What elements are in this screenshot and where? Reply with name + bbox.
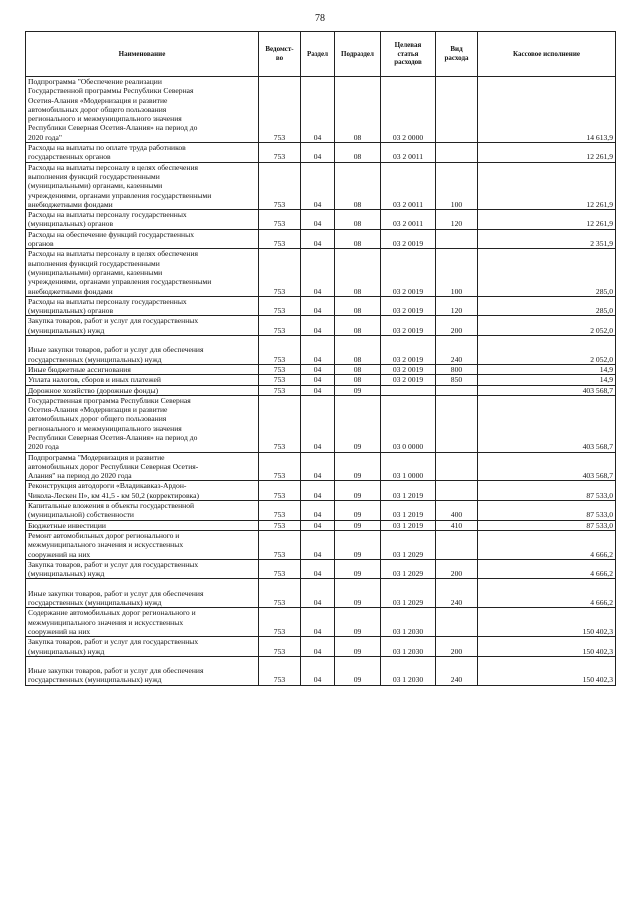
department-cell: 753	[259, 364, 301, 374]
table-row	[26, 210, 616, 230]
expense-type-cell: 200	[436, 316, 478, 336]
expense-type-cell: 240	[436, 656, 478, 685]
section-cell: 04	[301, 336, 335, 365]
department-cell: 753	[259, 395, 301, 452]
department-cell: 753	[259, 336, 301, 365]
amount-cell: 14 613,9	[478, 77, 616, 143]
target-article-cell	[381, 385, 436, 395]
subsection-cell: 09	[335, 530, 381, 559]
department-cell: 753	[259, 452, 301, 481]
section-cell: 04	[301, 229, 335, 249]
header-target-article: Целевая статья расходов	[381, 32, 436, 77]
header-expense-type: Вид расхода	[436, 32, 478, 77]
subsection-cell: 09	[335, 481, 381, 501]
amount-cell: 2 052,0	[478, 316, 616, 336]
name-cell: Закупка товаров, работ и услуг для государственных (муниципальных) нужд	[26, 637, 259, 657]
table-row	[26, 296, 616, 316]
section-cell: 04	[301, 656, 335, 685]
expense-type-cell	[436, 143, 478, 163]
table-row	[26, 579, 616, 608]
department-cell: 753	[259, 296, 301, 316]
target-article-cell: 03 1 2019	[381, 520, 436, 530]
target-article-cell: 03 2 0019	[381, 316, 436, 336]
department-cell: 753	[259, 481, 301, 501]
name-cell: Подпрограмма "Обеспечение реализации Государственной программы Республики Северная Осетия-Алания «Модернизация и развитие автомобильных дорог общего пользования регионального и межмуниципального значения Республики Северная Осетия-Алания» на период до 2020 года"	[26, 77, 259, 143]
target-article-cell: 03 2 0011	[381, 210, 436, 230]
subsection-cell: 08	[335, 316, 381, 336]
target-article-cell: 03 1 2030	[381, 608, 436, 637]
subsection-cell: 09	[335, 501, 381, 521]
department-cell: 753	[259, 143, 301, 163]
target-article-cell: 03 1 2030	[381, 637, 436, 657]
amount-cell: 150 402,3	[478, 637, 616, 657]
target-article-cell: 03 2 0019	[381, 336, 436, 365]
name-cell: Расходы на выплаты персоналу государственных (муниципальных) органов	[26, 210, 259, 230]
header-cash-execution: Кассовое исполнение	[478, 32, 616, 77]
expense-type-cell	[436, 481, 478, 501]
target-article-cell: 03 2 0019	[381, 364, 436, 374]
amount-cell: 12 261,9	[478, 210, 616, 230]
target-article-cell: 03 2 0019	[381, 229, 436, 249]
expense-type-cell: 240	[436, 336, 478, 365]
expense-type-cell	[436, 229, 478, 249]
department-cell: 753	[259, 637, 301, 657]
section-cell: 04	[301, 481, 335, 501]
amount-cell: 403 568,7	[478, 395, 616, 452]
table-body	[26, 77, 616, 686]
target-article-cell: 03 2 0019	[381, 375, 436, 385]
name-cell: Реконструкция автодороги «Владикавказ-Ардон- Чикола-Лескен II», км 41,5 - км 50,2 (корректировка)	[26, 481, 259, 501]
amount-cell: 87 533,0	[478, 520, 616, 530]
section-cell: 04	[301, 162, 335, 209]
name-cell: Иные бюджетные ассигнования	[26, 364, 259, 374]
table-row	[26, 336, 616, 365]
table-row	[26, 316, 616, 336]
table-row	[26, 375, 616, 385]
name-cell: Закупка товаров, работ и услуг для государственных (муниципальных) нужд	[26, 316, 259, 336]
department-cell: 753	[259, 608, 301, 637]
department-cell: 753	[259, 559, 301, 579]
expense-type-cell	[436, 385, 478, 395]
amount-cell: 2 052,0	[478, 336, 616, 365]
amount-cell: 14,9	[478, 364, 616, 374]
table-row	[26, 77, 616, 143]
name-cell: Расходы на выплаты персоналу в целях обеспечения выполнения функций государственными (муниципальными) органами, казенными учреждениями, органами управления государственными внебюджетными фондами	[26, 249, 259, 296]
expense-type-cell: 200	[436, 559, 478, 579]
name-cell: Закупка товаров, работ и услуг для государственных (муниципальных) нужд	[26, 559, 259, 579]
section-cell: 04	[301, 296, 335, 316]
section-cell: 04	[301, 395, 335, 452]
section-cell: 04	[301, 452, 335, 481]
target-article-cell: 03 1 2029	[381, 579, 436, 608]
subsection-cell: 09	[335, 395, 381, 452]
department-cell: 753	[259, 210, 301, 230]
table-row	[26, 364, 616, 374]
name-cell: Иные закупки товаров, работ и услуг для обеспечения государственных (муниципальных) нужд	[26, 336, 259, 365]
table-row	[26, 608, 616, 637]
expense-type-cell: 200	[436, 637, 478, 657]
section-cell: 04	[301, 530, 335, 559]
subsection-cell: 09	[335, 579, 381, 608]
expense-type-cell: 240	[436, 579, 478, 608]
expense-type-cell: 410	[436, 520, 478, 530]
subsection-cell: 08	[335, 364, 381, 374]
subsection-cell: 08	[335, 296, 381, 316]
target-article-cell: 03 1 2029	[381, 530, 436, 559]
expense-type-cell	[436, 395, 478, 452]
target-article-cell: 03 1 2019	[381, 501, 436, 521]
table-row	[26, 162, 616, 209]
amount-cell: 4 666,2	[478, 559, 616, 579]
section-cell: 04	[301, 316, 335, 336]
section-cell: 04	[301, 143, 335, 163]
budget-table	[25, 31, 616, 686]
name-cell: Государственная программа Республики Северная Осетия-Алания «Модернизация и развитие автомобильных дорог общего пользования регионального и межмуниципального значения Республики Северная Осетия-Алания» на период до 2020 года	[26, 395, 259, 452]
expense-type-cell: 800	[436, 364, 478, 374]
section-cell: 04	[301, 501, 335, 521]
name-cell: Иные закупки товаров, работ и услуг для обеспечения государственных (муниципальных) нужд	[26, 579, 259, 608]
amount-cell: 285,0	[478, 296, 616, 316]
name-cell: Дорожное хозяйство (дорожные фонды)	[26, 385, 259, 395]
header-name: Наименование	[26, 32, 259, 77]
table-row	[26, 229, 616, 249]
subsection-cell: 08	[335, 375, 381, 385]
name-cell: Иные закупки товаров, работ и услуг для обеспечения государственных (муниципальных) нужд	[26, 656, 259, 685]
department-cell: 753	[259, 530, 301, 559]
amount-cell: 150 402,3	[478, 656, 616, 685]
department-cell: 753	[259, 579, 301, 608]
table-row	[26, 656, 616, 685]
amount-cell: 403 568,7	[478, 452, 616, 481]
subsection-cell: 09	[335, 637, 381, 657]
section-cell: 04	[301, 579, 335, 608]
header-section: Раздел	[301, 32, 335, 77]
name-cell: Капитальные вложения в объекты государственной (муниципальной) собственности	[26, 501, 259, 521]
table-row	[26, 520, 616, 530]
section-cell: 04	[301, 385, 335, 395]
table-row	[26, 249, 616, 296]
expense-type-cell	[436, 530, 478, 559]
department-cell: 753	[259, 249, 301, 296]
amount-cell: 4 666,2	[478, 579, 616, 608]
subsection-cell: 08	[335, 229, 381, 249]
subsection-cell: 08	[335, 249, 381, 296]
department-cell: 753	[259, 656, 301, 685]
section-cell: 04	[301, 608, 335, 637]
page-number: 78	[315, 13, 325, 24]
amount-cell: 87 533,0	[478, 481, 616, 501]
table-row	[26, 637, 616, 657]
target-article-cell: 03 1 2029	[381, 559, 436, 579]
name-cell: Расходы на выплаты персоналу государственных (муниципальных) органов	[26, 296, 259, 316]
name-cell: Подпрограмма "Модернизация и развитие автомобильных дорог Республики Северная Осетия- Алания" на период до 2020 года	[26, 452, 259, 481]
amount-cell: 12 261,9	[478, 143, 616, 163]
subsection-cell: 09	[335, 656, 381, 685]
expense-type-cell	[436, 452, 478, 481]
section-cell: 04	[301, 637, 335, 657]
table-row	[26, 481, 616, 501]
section-cell: 04	[301, 559, 335, 579]
name-cell: Расходы на выплаты по оплате труда работников государственных органов	[26, 143, 259, 163]
subsection-cell: 09	[335, 559, 381, 579]
amount-cell: 150 402,3	[478, 608, 616, 637]
table-row	[26, 385, 616, 395]
name-cell: Расходы на обеспечение функций государственных органов	[26, 229, 259, 249]
target-article-cell: 03 1 2030	[381, 656, 436, 685]
section-cell: 04	[301, 210, 335, 230]
target-article-cell: 03 2 0000	[381, 77, 436, 143]
section-cell: 04	[301, 364, 335, 374]
subsection-cell: 08	[335, 143, 381, 163]
header-department: Ведомст- во	[259, 32, 301, 77]
expense-type-cell	[436, 77, 478, 143]
target-article-cell: 03 2 0019	[381, 296, 436, 316]
subsection-cell: 09	[335, 520, 381, 530]
department-cell: 753	[259, 316, 301, 336]
expense-type-cell: 100	[436, 249, 478, 296]
table-header	[26, 32, 616, 77]
table-row	[26, 452, 616, 481]
expense-type-cell: 400	[436, 501, 478, 521]
amount-cell: 12 261,9	[478, 162, 616, 209]
expense-type-cell: 120	[436, 210, 478, 230]
table-row	[26, 143, 616, 163]
subsection-cell: 08	[335, 210, 381, 230]
name-cell: Ремонт автомобильных дорог регионального и межмуниципального значения и искусственных сооружений на них	[26, 530, 259, 559]
subsection-cell: 09	[335, 608, 381, 637]
name-cell: Уплата налогов, сборов и иных платежей	[26, 375, 259, 385]
subsection-cell: 08	[335, 162, 381, 209]
department-cell: 753	[259, 229, 301, 249]
section-cell: 04	[301, 249, 335, 296]
department-cell: 753	[259, 520, 301, 530]
amount-cell: 285,0	[478, 249, 616, 296]
table-row	[26, 559, 616, 579]
name-cell: Расходы на выплаты персоналу в целях обеспечения выполнения функций государственными (муниципальными) органами, казенными учреждениями, органами управления государственными внебюджетными фондами	[26, 162, 259, 209]
header-row	[26, 32, 616, 77]
target-article-cell: 03 1 2019	[381, 481, 436, 501]
header-subsection: Подраздел	[335, 32, 381, 77]
table-row	[26, 530, 616, 559]
department-cell: 753	[259, 77, 301, 143]
subsection-cell: 09	[335, 452, 381, 481]
target-article-cell: 03 0 0000	[381, 395, 436, 452]
amount-cell: 4 666,2	[478, 530, 616, 559]
table-row	[26, 395, 616, 452]
expense-type-cell: 120	[436, 296, 478, 316]
section-cell: 04	[301, 375, 335, 385]
target-article-cell: 03 2 0011	[381, 162, 436, 209]
section-cell: 04	[301, 77, 335, 143]
subsection-cell: 08	[335, 77, 381, 143]
section-cell: 04	[301, 520, 335, 530]
name-cell: Содержание автомобильных дорог регионального и межмуниципального значения и искусственных сооружений на них	[26, 608, 259, 637]
table-row	[26, 501, 616, 521]
target-article-cell: 03 2 0011	[381, 143, 436, 163]
amount-cell: 2 351,9	[478, 229, 616, 249]
amount-cell: 403 568,7	[478, 385, 616, 395]
subsection-cell: 08	[335, 336, 381, 365]
subsection-cell: 09	[335, 385, 381, 395]
expense-type-cell: 850	[436, 375, 478, 385]
target-article-cell: 03 2 0019	[381, 249, 436, 296]
department-cell: 753	[259, 375, 301, 385]
department-cell: 753	[259, 162, 301, 209]
name-cell: Бюджетные инвестиции	[26, 520, 259, 530]
amount-cell: 14,9	[478, 375, 616, 385]
target-article-cell: 03 1 0000	[381, 452, 436, 481]
expense-type-cell: 100	[436, 162, 478, 209]
amount-cell: 87 533,0	[478, 501, 616, 521]
department-cell: 753	[259, 501, 301, 521]
department-cell: 753	[259, 385, 301, 395]
expense-type-cell	[436, 608, 478, 637]
